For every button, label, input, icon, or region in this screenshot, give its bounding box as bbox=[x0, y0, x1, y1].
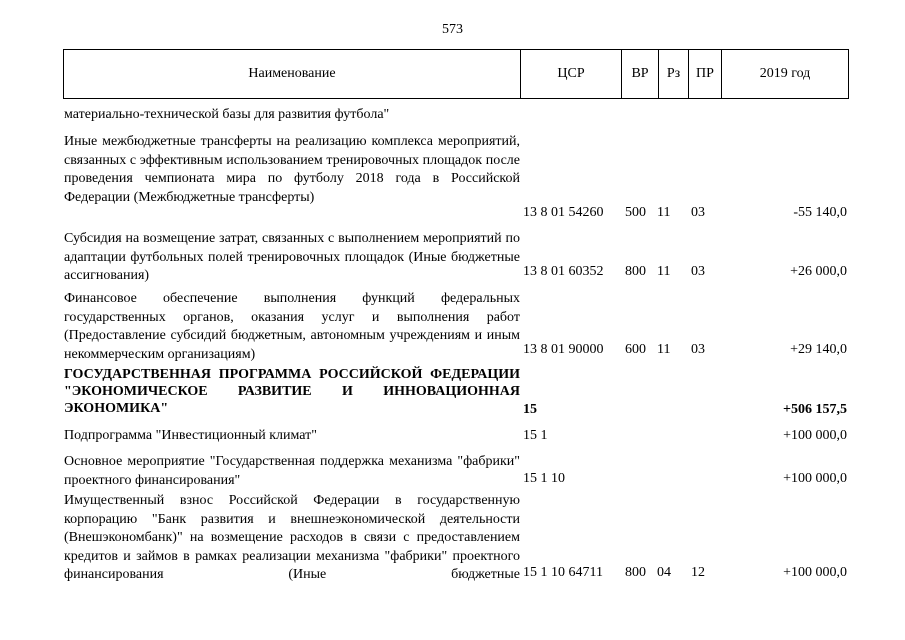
row-amount: +100 000,0 bbox=[783, 471, 847, 486]
row-name: ГОСУДАРСТВЕННАЯ ПРОГРАММА РОССИЙСКОЙ ФЕДЕРАЦИИ "ЭКОНОМИЧЕСКОЕ РАЗВИТИЕ И ИННОВАЦИОННАЯ ЭКОНОМИКА" bbox=[64, 367, 520, 416]
table-header bbox=[63, 49, 849, 99]
row-csr: 13 8 01 54260 bbox=[523, 205, 604, 220]
row-pr: 03 bbox=[691, 264, 705, 279]
column-header-rz: Рз bbox=[658, 50, 688, 98]
row-name: Иные межбюджетные трансферты на реализацию комплекса мероприятий, связанных с эффективным использованием тренировочных площадок после проведения чемпионата мира по футболу 2018 года в Российской Федерации (Межбюджетные трансферты) bbox=[64, 134, 520, 205]
row-rz: 11 bbox=[657, 342, 671, 357]
row-name: Субсидия на возмещение затрат, связанных с выполнением мероприятий по адаптации футбольных полей тренировочных площадок (Иные бюджетные ассигнования) bbox=[64, 231, 520, 284]
row-vr: 800 bbox=[625, 264, 646, 279]
row-name: Подпрограмма "Инвестиционный климат" bbox=[64, 428, 317, 443]
row-amount: +26 000,0 bbox=[790, 264, 847, 279]
row-csr: 15 1 10 bbox=[523, 471, 565, 486]
row-vr: 600 bbox=[625, 342, 646, 357]
row-vr: 500 bbox=[625, 205, 646, 220]
row-rz: 11 bbox=[657, 205, 671, 220]
row-rz: 11 bbox=[657, 264, 671, 279]
row-csr: 15 1 bbox=[523, 428, 548, 443]
row-amount: -55 140,0 bbox=[793, 205, 847, 220]
row-csr: 15 bbox=[523, 402, 537, 417]
row-name: материально-технической базы для развития футбола" bbox=[64, 107, 390, 122]
row-pr: 03 bbox=[691, 205, 705, 220]
row-csr: 13 8 01 90000 bbox=[523, 342, 604, 357]
row-vr: 800 bbox=[625, 565, 646, 580]
row-pr: 12 bbox=[691, 565, 705, 580]
column-header-year: 2019 год bbox=[721, 50, 848, 98]
row-csr: 13 8 01 60352 bbox=[523, 264, 604, 279]
row-amount: +100 000,0 bbox=[783, 565, 847, 580]
row-amount: +506 157,5 bbox=[783, 402, 847, 417]
row-amount: +100 000,0 bbox=[783, 428, 847, 443]
row-pr: 03 bbox=[691, 342, 705, 357]
column-header-csr: ЦСР bbox=[520, 50, 621, 98]
row-csr: 15 1 10 64711 bbox=[523, 565, 603, 580]
row-amount: +29 140,0 bbox=[790, 342, 847, 357]
column-header-name: Наименование bbox=[248, 66, 336, 81]
row-name: Финансовое обеспечение выполнения функций федеральных государственных органов, оказания услуг и выполнения работ (Предоставление субсидий бюджетным, автономным учреждениям и иным некоммерческим организациям) bbox=[64, 291, 520, 362]
column-header-vr: ВР bbox=[621, 50, 658, 98]
page-number: 573 bbox=[442, 22, 463, 37]
row-name: Имущественный взнос Российской Федерации в государственную корпорацию "Банк развития и внешнеэкономической деятельности (Внешэкономбанк)" на возмещение расходов в связи с предоставлением кредитов и займов в рамках реализации механизма "фабрики" проектного финансирования (Иные бюджетные bbox=[64, 493, 520, 583]
row-rz: 04 bbox=[657, 565, 671, 580]
row-name: Основное мероприятие "Государственная поддержка механизма "фабрики" проектного финансирования" bbox=[64, 454, 520, 488]
column-header-pr: ПР bbox=[688, 50, 721, 98]
